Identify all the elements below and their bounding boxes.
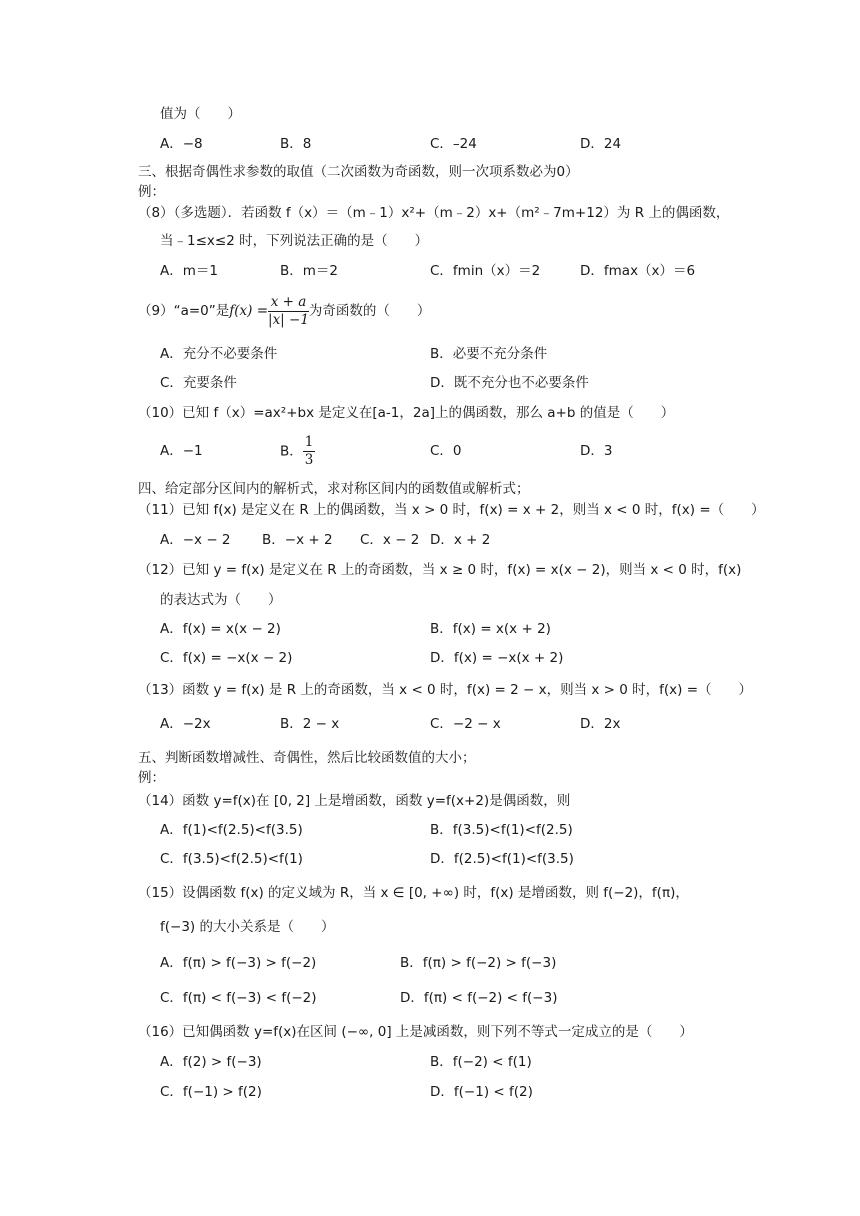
- section-3-example: 例：: [138, 184, 165, 200]
- q12-option-d: D．f(x) = −x(x + 2): [430, 650, 564, 666]
- q7-option-d: D．24: [580, 136, 622, 152]
- section-3-title: 三、根据奇偶性求参数的取值（二次函数为奇函数，则一次项系数必为0）: [138, 164, 579, 180]
- q9-option-b: B．必要不充分条件: [430, 346, 548, 362]
- q10-option-b-label: B．: [280, 443, 303, 460]
- q16-option-a: A．f(2) > f(−3): [160, 1054, 262, 1070]
- section-5-example: 例：: [138, 770, 165, 786]
- q13-option-b: B．2 − x: [280, 716, 340, 732]
- q14-stem: （14）函数 y=f(x)在 [0, 2] 上是增函数，函数 y=f(x+2)是偶函数，则: [138, 793, 571, 809]
- q8-line1: （8）（多选题）．若函数 f（x）＝（m﹣1）x²+（m﹣2）x+（m²﹣7m+12）为 R 上的偶函数，: [138, 205, 730, 221]
- q9-stem: [138, 292, 430, 332]
- q12-line2: 的表达式为（ ）: [160, 592, 282, 608]
- q7-option-a: A．−8: [160, 136, 203, 152]
- q15-option-c: C．f(π) < f(−3) < f(−2): [160, 990, 317, 1006]
- q14-option-a: A．f(1)<f(2.5)<f(3.5): [160, 822, 303, 838]
- q9-option-d: D．既不充分也不必要条件: [430, 375, 589, 391]
- section-5-title: 五、判断函数增减性、奇偶性，然后比较函数值的大小；: [138, 750, 476, 766]
- q9-suffix: 为奇函数的（ ）: [308, 303, 431, 319]
- q7-option-c: C．–24: [430, 136, 477, 152]
- q10-option-b: [280, 434, 315, 469]
- q8-option-a: A．m＝1: [160, 263, 218, 279]
- q9-option-c: C．充要条件: [160, 375, 237, 391]
- q7-option-b: B．8: [280, 136, 312, 152]
- q7-tail: 值为（ ）: [160, 106, 241, 122]
- q9-option-a: A．充分不必要条件: [160, 346, 278, 362]
- q10-option-b-denominator: 3: [304, 452, 314, 468]
- q13-option-c: C．−2 − x: [430, 716, 501, 732]
- q10-option-b-numerator: 1: [304, 434, 314, 450]
- q11-stem: （11）已知 f(x) 是定义在 R 上的偶函数，当 x > 0 时，f(x) = x + 2，则当 x < 0 时，f(x) =（ ）: [138, 502, 765, 518]
- q16-option-b: B．f(−2) < f(1): [430, 1054, 532, 1070]
- section-4-title: 四、给定部分区间内的解析式，求对称区间内的函数值或解析式；: [138, 481, 530, 497]
- q11-option-a: A．−x − 2: [160, 532, 231, 548]
- q16-option-c: C．f(−1) > f(2): [160, 1084, 262, 1100]
- q8-line2: 当﹣1≤x≤2 时，下列说法正确的是（ ）: [160, 233, 429, 249]
- q9-numerator: x + a: [268, 294, 309, 312]
- q12-option-a: A．f(x) = x(x − 2): [160, 621, 281, 637]
- q12-option-c: C．f(x) = −x(x − 2): [160, 650, 293, 666]
- q12-option-b: B．f(x) = x(x + 2): [430, 621, 551, 637]
- q13-option-d: D．2x: [580, 716, 621, 732]
- q11-option-b: B．−x + 2: [262, 532, 333, 548]
- q14-option-d: D．f(2.5)<f(1)<f(3.5): [430, 851, 574, 867]
- q13-stem: （13）函数 y = f(x) 是 R 上的奇函数，当 x < 0 时，f(x) = 2 − x，则当 x > 0 时，f(x) =（ ）: [138, 682, 753, 698]
- q8-option-d: D．fmax（x）＝6: [580, 263, 696, 279]
- q14-option-b: B．f(3.5)<f(1)<f(2.5): [430, 822, 573, 838]
- q9-fraction: [268, 294, 309, 329]
- q10-option-d: D．3: [580, 443, 613, 459]
- q15-line2: f(−3) 的大小关系是（ ）: [160, 919, 335, 935]
- q9-function-name: f(x) =: [229, 303, 269, 319]
- q10-option-a: A．−1: [160, 443, 203, 459]
- q8-option-c: C．fmin（x）＝2: [430, 263, 541, 279]
- q15-option-b: B．f(π) > f(−2) > f(−3): [400, 955, 557, 971]
- q15-option-a: A．f(π) > f(−3) > f(−2): [160, 955, 317, 971]
- q9-prefix: （9）“a=0”是: [138, 303, 230, 319]
- q10-option-b-fraction: [303, 434, 316, 469]
- q16-option-d: D．f(−1) < f(2): [430, 1084, 533, 1100]
- q13-option-a: A．−2x: [160, 716, 211, 732]
- q15-line1: （15）设偶函数 f(x) 的定义域为 R，当 x ∈ [0, +∞) 时，f(x) 是增函数，则 f(−2)，f(π)，: [138, 885, 689, 901]
- q8-option-b: B．m＝2: [280, 263, 339, 279]
- q9-denominator: |x| −1: [268, 311, 309, 328]
- q10-stem: （10）已知 f（x）=ax²+bx 是定义在[a-1，2a]上的偶函数，那么 a+b 的值是（ ）: [138, 405, 675, 421]
- q12-line1: （12）已知 y = f(x) 是定义在 R 上的奇函数，当 x ≥ 0 时，f(x) = x(x − 2)，则当 x < 0 时，f(x): [138, 562, 742, 578]
- q16-stem: （16）已知偶函数 y=f(x)在区间 (−∞, 0] 上是减函数，则下列不等式一定成立的是（ ）: [138, 1024, 693, 1040]
- q14-option-c: C．f(3.5)<f(2.5)<f(1): [160, 851, 303, 867]
- q11-option-c: C．x − 2: [360, 532, 420, 548]
- q11-option-d: D．x + 2: [430, 532, 491, 548]
- q15-option-d: D．f(π) < f(−2) < f(−3): [400, 990, 558, 1006]
- q10-option-c: C．0: [430, 443, 462, 459]
